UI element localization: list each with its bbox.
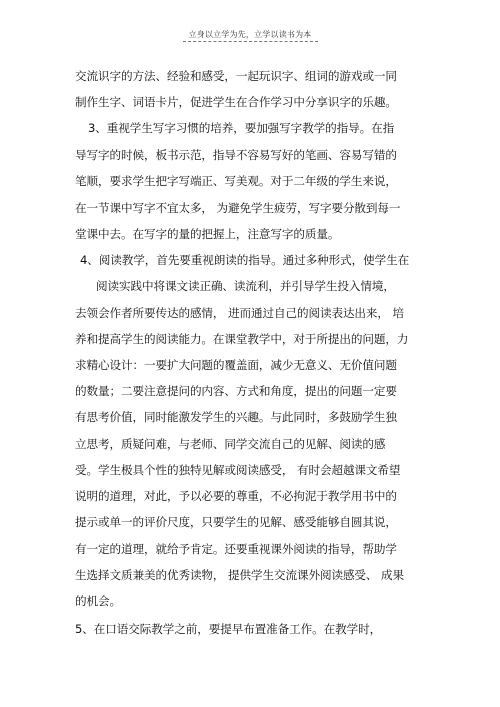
- body-line-2: 制作生字、词语卡片，促进学生在合作学习中分享识字的乐趣。: [75, 95, 397, 109]
- body-line-12: 求精心设计：一要扩大问题的覆盖面，减少无意义、无价值问题: [75, 358, 397, 372]
- body-line-7: 堂课中去。在写字的量的把握上，注意写字的质量。: [75, 227, 340, 241]
- body-line-9: 阅读实践中将课文读正确、读流利，并引导学生投入情境，: [96, 279, 395, 293]
- body-line-1: 交流识字的方法、经验和感受，一起玩识字、组词的游戏或一同: [75, 69, 397, 83]
- body-line-4: 导写字的时候，板书示范，指导不容易写好的笔画、容易写错的: [75, 148, 397, 162]
- body-line-18: 提示或单一的评价尺度，只要学生的见解、感受能够自圆其说，: [75, 515, 397, 529]
- body-line-11: 养和提高学生的阅读能力。在课堂教学中，对于所提出的问题，力: [75, 332, 409, 346]
- body-line-20: 生选择文质兼美的优秀读物， 提供学生交流课外阅读感受、 成果: [75, 568, 404, 582]
- header-motto: 立身以立学为先，立学以读书为本: [183, 29, 318, 42]
- body-line-22: 5、在口语交际教学之前，要提早布置准备工作。在教学时，: [75, 622, 382, 636]
- body-line-6: 在一节课中写字不宜太多， 为避免学生疲劳，写字要分散到每一: [75, 201, 401, 215]
- body-line-5: 笔顺，要求学生把字写端正、写美观。对于二年级的学生来说，: [75, 174, 397, 188]
- body-line-3: 3、重视学生写字习惯的培养，要加强写字教学的指导。在指: [88, 121, 395, 135]
- body-line-19: 有一定的道理，就给予肯定。还要重视课外阅读的指导，帮助学: [75, 542, 397, 556]
- body-line-15: 立思考，质疑问难，与老师、同学交流自己的见解、阅读的感: [75, 437, 386, 451]
- body-line-21: 的机会。: [75, 594, 121, 608]
- body-line-16: 受。学生极具个性的独特见解或阅读感受， 有时会超越课文希望: [75, 463, 401, 477]
- body-line-13: 的数量；二要注意提问的内容、方式和角度，提出的问题一定要: [75, 384, 397, 398]
- page-header: [0, 22, 500, 42]
- body-line-17: 说明的道理，对此，予以必要的尊重，不必拘泥于教学用书中的: [75, 489, 397, 503]
- body-line-14: 有思考价值，同时能激发学生的兴趣。与此同时，多鼓励学生独: [75, 410, 397, 424]
- body-line-8: 4、阅读教学，首先要重视朗读的指导。通过多种形式，使学生在: [80, 253, 410, 267]
- body-line-10: 去领会作者所要传达的感情， 进而通过自己的阅读表达出来， 培: [75, 306, 404, 320]
